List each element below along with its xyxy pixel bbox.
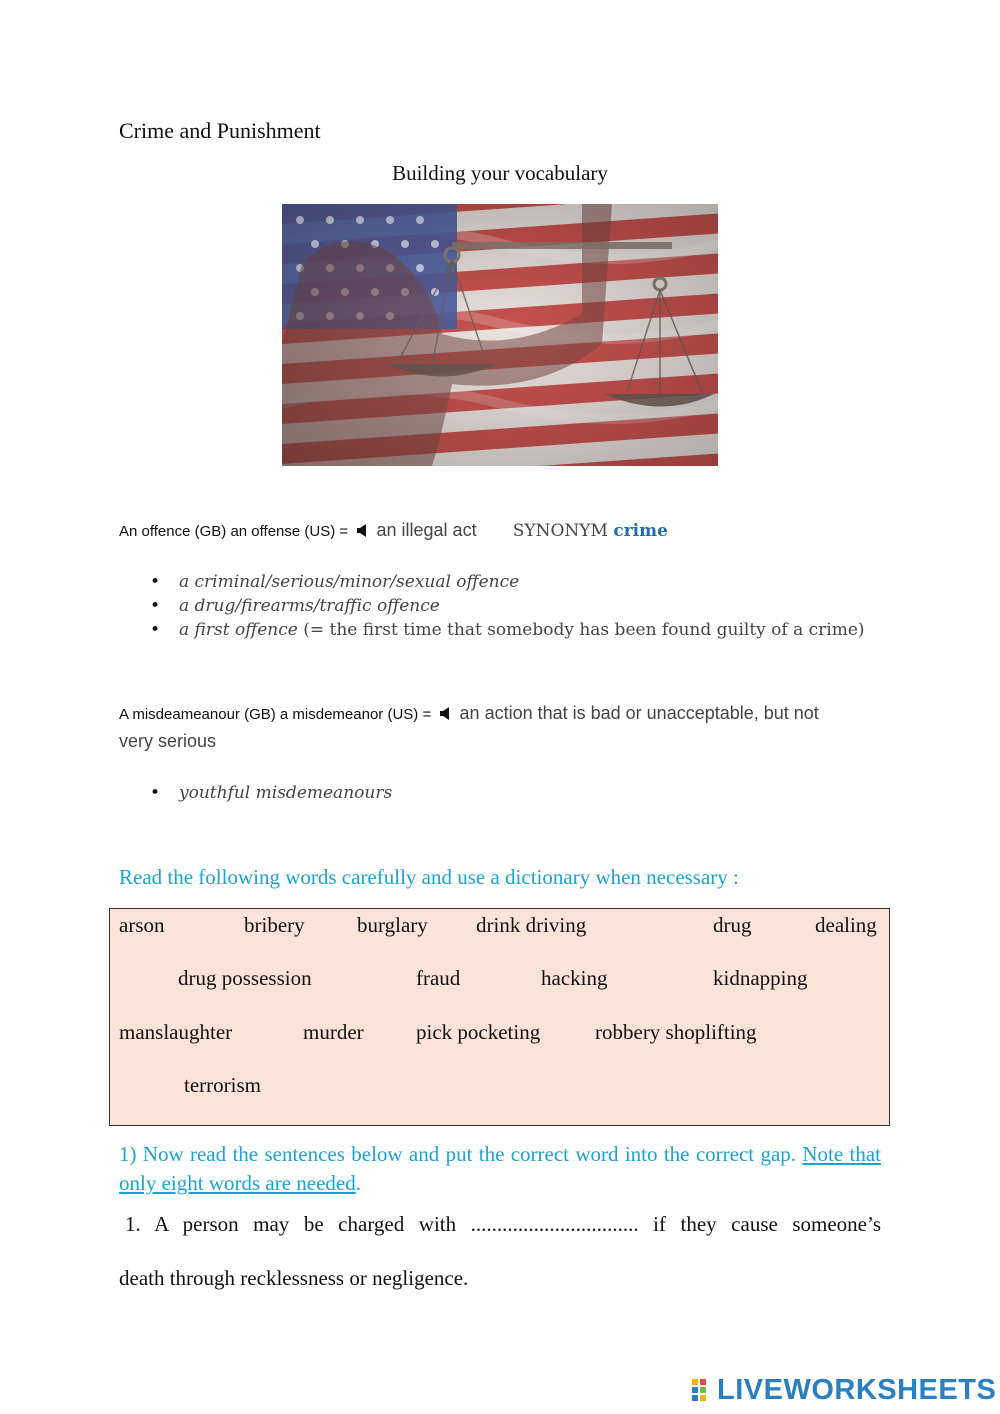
word-item: burglary xyxy=(357,913,428,937)
task-note: Note that only eight words are needed xyxy=(119,1142,882,1195)
word-item: drink driving xyxy=(476,913,587,937)
entry-misdemeanour-definition: an action that is bad or unacceptable, but not xyxy=(459,703,819,723)
entry-misdemeanour xyxy=(119,703,819,724)
list-item: • a criminal/serious/minor/sexual offence xyxy=(150,572,520,592)
logo-text: LIVEWORKSHEETS xyxy=(717,1373,997,1406)
word-bank xyxy=(109,908,890,1126)
instruction-text: Read the following words carefully and use a dictionary when necessary : xyxy=(119,865,739,889)
list-item: • a first offence (= the first time that somebody has been found guilty of a crime) xyxy=(150,620,865,640)
liveworksheets-logo-icon xyxy=(692,1379,714,1401)
word-item: bribery xyxy=(244,913,305,937)
justice-flag-image xyxy=(282,204,718,466)
word-item: manslaughter xyxy=(119,1020,233,1044)
entry-offence-term: An offence (GB) an offense (US) = xyxy=(119,523,349,540)
sentence-1-line-2: death through recklessness or negligence. xyxy=(119,1266,469,1290)
sentence-1-line-1: 1. A person may be charged with ................................ if they cause someone’s xyxy=(125,1212,881,1236)
synonym-word: crime xyxy=(613,521,668,541)
task-instruction: 1) Now read the sentences below and put the correct word into the correct gap. Note that only eight words are needed. xyxy=(119,1142,882,1195)
list-item: • youthful misdemeanours xyxy=(150,783,393,803)
speaker-icon[interactable] xyxy=(439,706,451,721)
entry-misdemeanour-definition-cont: very serious xyxy=(119,731,217,751)
word-item: kidnapping xyxy=(713,966,808,990)
word-item: drug possession xyxy=(178,966,312,990)
synonym xyxy=(513,521,668,541)
word-item: robbery shoplifting xyxy=(595,1020,757,1044)
word-item: murder xyxy=(303,1020,364,1044)
misdemeanour-examples xyxy=(150,781,392,805)
word-item: terrorism xyxy=(184,1073,261,1097)
task-text: 1) Now read the sentences below and put the correct word into the correct gap. xyxy=(119,1142,797,1166)
word-item: dealing xyxy=(815,913,877,937)
word-item: pick pocketing xyxy=(416,1020,541,1044)
synonym-label: SYNONYM xyxy=(512,521,608,541)
offence-examples xyxy=(150,570,865,642)
list-item: • a drug/firearms/traffic offence xyxy=(150,596,440,616)
word-item: fraud xyxy=(416,966,461,990)
entry-misdemeanour-term: A misdeameanour (GB) a misdemeanor (US) = xyxy=(119,706,432,723)
speaker-icon[interactable] xyxy=(356,523,368,538)
entry-offence xyxy=(119,520,668,541)
word-item: arson xyxy=(119,913,165,937)
liveworksheets-logo[interactable] xyxy=(692,1373,997,1406)
word-item: hacking xyxy=(541,966,608,990)
page-heading: Building your vocabulary xyxy=(392,161,608,185)
document-title: Crime and Punishment xyxy=(119,118,321,143)
word-item: drug xyxy=(713,913,752,937)
entry-offence-definition: an illegal act xyxy=(376,520,477,540)
